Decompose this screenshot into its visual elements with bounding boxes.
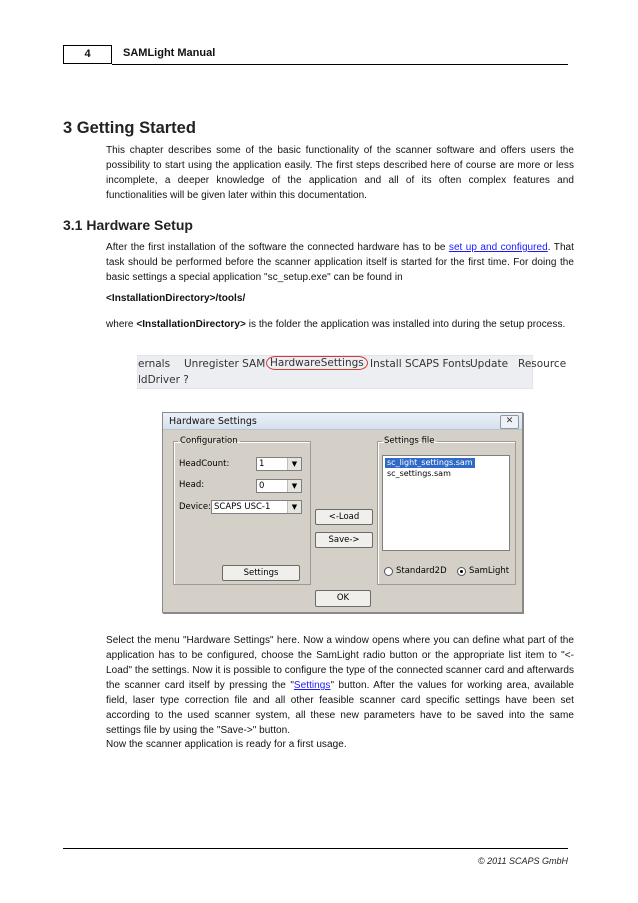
menu-item-ernals: ernals — [138, 358, 171, 370]
hardware-settings-paragraph — [106, 633, 574, 738]
text-run: is the folder the application was installed into during the setup process. — [245, 319, 566, 330]
menu-item-update: Update — [470, 358, 509, 370]
ok-button: OK — [315, 590, 371, 607]
close-icon: ✕ — [500, 415, 519, 429]
menu-item-install-fonts: Install SCAPS Fonts — [370, 358, 471, 370]
hardware-settings-dialog — [162, 412, 523, 613]
intro-paragraph: This chapter describes some of the basic functionality of the scanner software and offers users the possibility to start using the application easily. The first steps described here of course are more or less incomplete, a deeper knowledge of the application and all of its often complex features and functionalities will be given later within this documentation. — [106, 145, 574, 201]
menu-item-resource: Resource — [518, 358, 567, 370]
page-number: 4 — [63, 45, 112, 64]
samlight-label: SamLight — [469, 566, 510, 576]
menu-screenshot — [137, 355, 567, 389]
head-select — [256, 479, 302, 493]
settings-button: Settings — [222, 565, 300, 581]
text-run: . That task should be performed before the scanner application itself is started for the first time. For doing the basic settings a special application "sc_setup.exe" can be found in — [106, 242, 574, 283]
text-run: Select the menu "Hardware Settings" here. Now a window opens where you can define what part of the application has to be configured, choose the SamLight radio button or the appropriate list item to "<-Load" the settings. Now it is possible to configure the type of the connected scanner card and afterwards the scanner card itself by pressing the " — [106, 635, 574, 691]
settings-link[interactable]: Settings — [293, 680, 331, 691]
headcount-value: 1 — [259, 459, 265, 469]
section-heading-hardware-setup: 3.1 Hardware Setup — [63, 217, 193, 233]
samlight-radio — [457, 567, 466, 576]
list-item: sc_light_settings.sam — [387, 458, 473, 467]
text-run: where — [106, 319, 137, 330]
chevron-down-icon: ▼ — [287, 458, 301, 470]
dialog-titlebar — [163, 413, 522, 430]
ready-paragraph: Now the scanner application is ready for a first usage. — [106, 739, 347, 750]
standard2d-radio — [384, 567, 393, 576]
headcount-label: HeadCount: — [179, 459, 230, 469]
install-dir-term: <InstallationDirectory> — [136, 319, 246, 330]
install-path — [106, 291, 574, 306]
device-label: Device: — [179, 502, 211, 512]
menu-item-unregister-sam: Unregister SAM — [184, 358, 266, 370]
dialog-title: Hardware Settings — [169, 416, 257, 427]
menu-item-hardware-settings: HardwareSettings — [266, 356, 368, 370]
head-label: Head: — [179, 480, 205, 490]
install-path-text: <InstallationDirectory>/tools/ — [106, 293, 246, 304]
settings-file-list — [382, 455, 510, 551]
hardware-setup-paragraph — [106, 240, 574, 285]
install-dir-paragraph — [106, 317, 574, 332]
settings-file-legend: Settings file — [384, 436, 435, 446]
headcount-select — [256, 457, 302, 471]
device-value: SCAPS USC-1 — [214, 502, 271, 512]
configuration-legend: Configuration — [180, 436, 238, 446]
save-button: Save-> — [315, 532, 373, 548]
chevron-down-icon: ▼ — [287, 480, 301, 492]
section-heading-getting-started: 3 Getting Started — [63, 119, 196, 137]
header-rule — [112, 64, 568, 65]
copyright: © 2011 SCAPS GmbH — [478, 856, 568, 866]
chevron-down-icon: ▼ — [287, 501, 301, 513]
menu-row-two: ldDriver ? — [138, 374, 189, 386]
head-value: 0 — [259, 481, 265, 491]
device-select — [211, 500, 302, 514]
running-title: SAMLight Manual — [123, 47, 216, 59]
text-run: " button. After the values for working area, available field, laser type correction file and all other feasible scanner card specific settings have been set according to the used scanner system, all these new parameters have to be saved into the same settings file by using the "Save->" button. — [106, 680, 574, 736]
footer-rule — [63, 848, 568, 849]
list-item: sc_settings.sam — [387, 469, 451, 478]
load-button: <-Load — [315, 509, 373, 525]
standard2d-label: Standard2D — [396, 566, 447, 576]
text-run: After the first installation of the software the connected hardware has to be — [106, 242, 449, 253]
setup-link[interactable]: set up and configured — [448, 242, 548, 253]
